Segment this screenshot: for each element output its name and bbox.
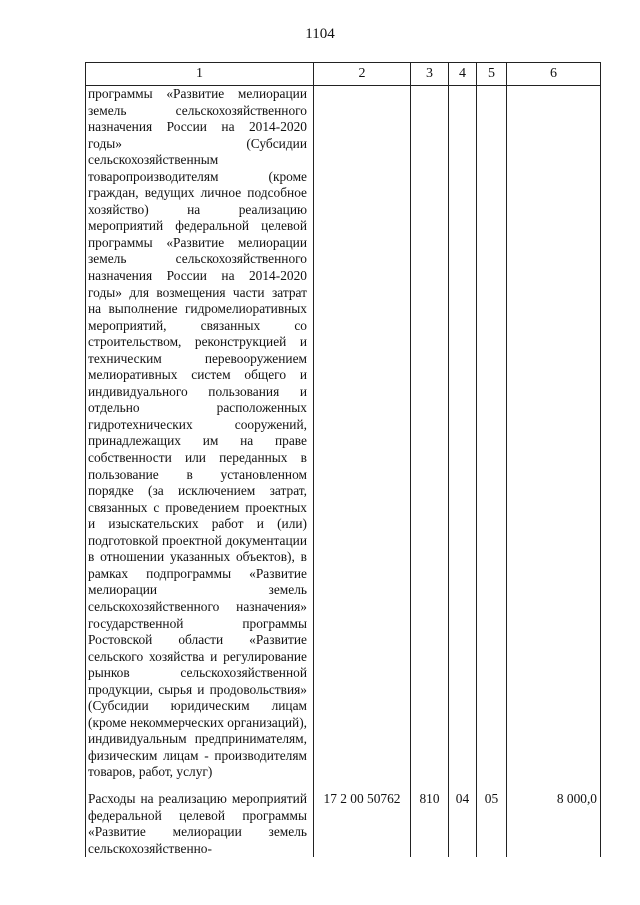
row-description: программы «Развитие мелиорации земель сельскохозяйственного назначения России на 2014-2020 годы» (Субсидии сельскохозяйственным товаропроизводителям (кроме граждан, ведущих личное подсобное хозяйство) на реализацию мероприятий федеральной целевой программы «Развитие мелиорации земель сельскохозяйственного назначения России на 2014-2020 годы» для возмещения части затрат на выполнение гидромелиоративных мероприятий, связанных со строительством, реконструкцией и техническим перевооружением мелиоративных систем общего и индивидуального пользования и отдельно расположенных гидротехнических сооружений, принадлежащих им на праве собственности или переданных в пользование в установленном порядке (за исключением затрат, связанных с проведением проектных и изыскательских работ и (или) подготовкой проектной документации в отношении указанных объектов), в рамках подпрограммы «Развитие мелиорации земель сельскохозяйственного назначения» государственной программы Ростовской области «Развитие сельского хозяйства и регулирование рынков сельскохозяйственной продукции, сырья и продовольствия» (Субсидии юридическим лицам (кроме некоммерческих организаций), индивидуальным предпринимателям, физическим лицам - производителям товаров, работ, услуг): [86, 86, 314, 781]
row-expense-type: [411, 86, 449, 781]
row-subsection: [477, 86, 507, 781]
row-expense-type: 810: [411, 781, 449, 857]
row-section: [449, 86, 477, 781]
row-target-article: 17 2 00 50762: [314, 781, 411, 857]
column-header-expense-type: 3: [411, 63, 449, 86]
page-number: 1104: [305, 26, 335, 42]
table-row: [86, 781, 601, 857]
row-amount: 8 000,0: [507, 781, 601, 857]
column-header-amount: 6: [507, 63, 601, 86]
row-description: Расходы на реализацию мероприятий федеральной целевой программы «Развитие мелиорации земель сельскохозяйственно-: [86, 781, 314, 857]
row-subsection: 05: [477, 781, 507, 857]
column-header-description: 1: [86, 63, 314, 86]
row-amount: [507, 86, 601, 781]
column-header-subsection: 5: [477, 63, 507, 86]
row-target-article: [314, 86, 411, 781]
column-header-target-article: 2: [314, 63, 411, 86]
row-section: 04: [449, 781, 477, 857]
column-header-section: 4: [449, 63, 477, 86]
budget-table: [85, 62, 601, 857]
header-row: [86, 63, 601, 86]
table-row: [86, 86, 601, 781]
